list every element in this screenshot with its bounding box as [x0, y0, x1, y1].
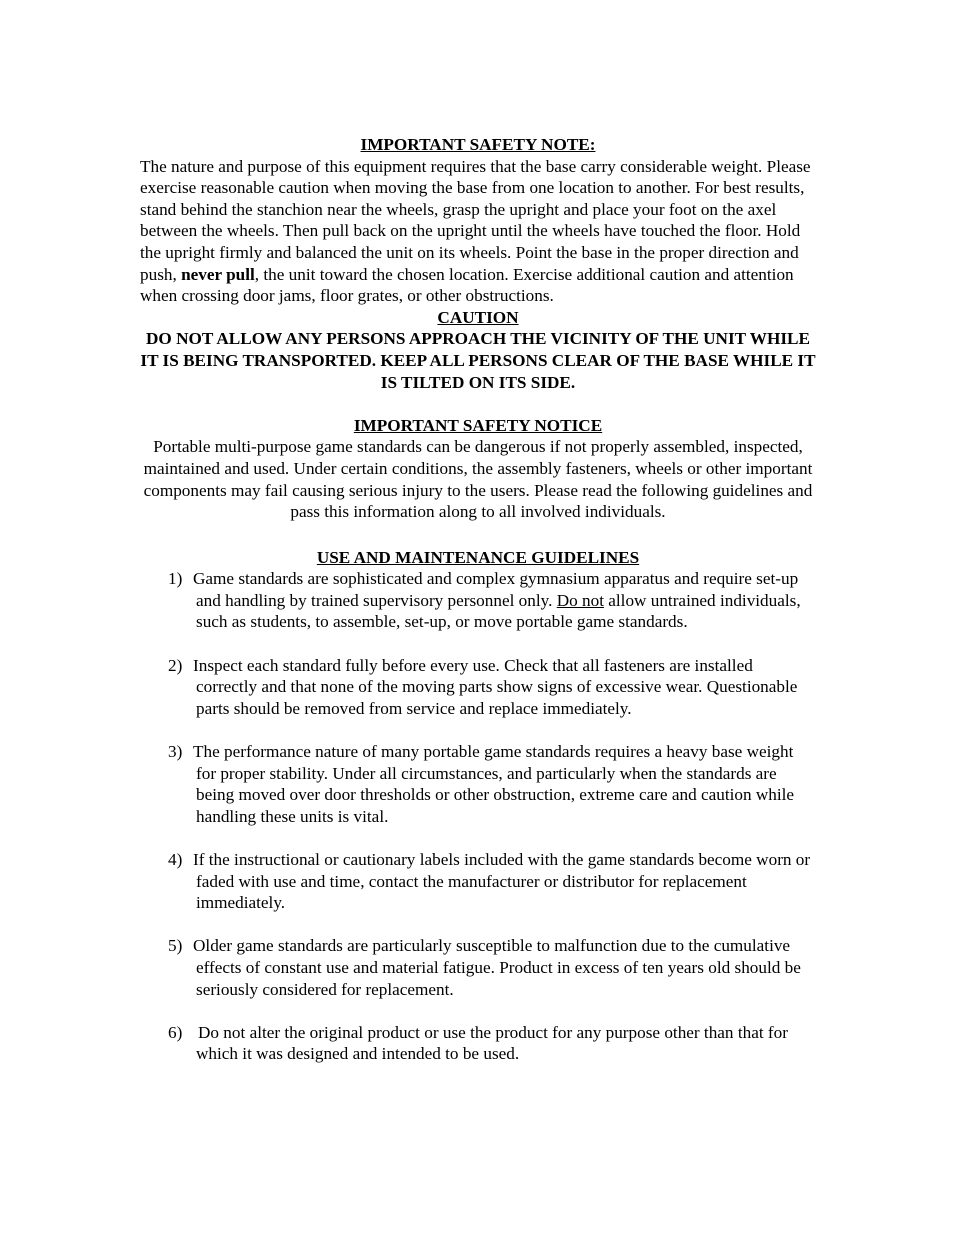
spacer [140, 393, 816, 415]
safety-note-heading: IMPORTANT SAFETY NOTE: [360, 135, 596, 154]
safety-notice-heading: IMPORTANT SAFETY NOTICE [353, 415, 603, 435]
guideline-number: 1) [168, 569, 183, 589]
guideline-text: The performance nature of many portable game standards requires a heavy base weight for proper stability. Under all circumstances, and particularly when the standards are being moved over door thresholds or other obstruction, extreme care and caution while handling these units is vital. [193, 742, 795, 826]
caution-text: DO NOT ALLOW ANY PERSONS APPROACH THE VICINITY OF THE UNIT WHILE IT IS BEING TRANSPORTED. KEEP ALL PERSONS CLEAR OF THE BASE WHILE IT IS TILTED ON ITS SIDE. [140, 329, 816, 392]
spacer [140, 827, 816, 849]
guideline-item-1 [140, 568, 816, 633]
spacer [140, 523, 816, 547]
safety-note-text-start: The nature and purpose of this equipment requires that the base carry considerable weight. Please exercise reasonable caution when moving the base from one location to another. For best results, stand behind the stanchion near the wheels, grasp the upright and place your foot on the axel between the wheels. Then pull back on the upright until the wheels have touched the floor. Hold the upright firmly and balanced the unit on its wheels. Point the base in the proper direction and push, [140, 156, 811, 284]
guideline-text: Older game standards are particularly susceptible to malfunction due to the cumulative effects of constant use and material fatigue. Product in excess of ten years old should be seriously considered for replacement. [193, 936, 801, 999]
guideline-text: If the instructional or cautionary labels included with the game standards become worn or faded with use and time, contact the manufacturer or distributor for replacement immediately. [193, 850, 811, 913]
guidelines-heading: USE AND MAINTENANCE GUIDELINES [316, 547, 640, 567]
spacer [140, 914, 816, 936]
guideline-item-6 [140, 1022, 816, 1065]
guideline-underlined-text: Do not [556, 590, 604, 610]
spacer [140, 633, 816, 655]
guideline-number: 4) [168, 850, 183, 869]
caution-heading: CAUTION [437, 307, 519, 327]
guideline-item-2 [140, 655, 816, 720]
guideline-number: 3) [168, 742, 183, 762]
guideline-item-4 [140, 849, 816, 914]
guideline-number: 5) [168, 936, 183, 956]
guideline-item-3 [140, 741, 816, 827]
spacer [140, 719, 816, 741]
spacer [140, 1000, 816, 1022]
safety-note-text-end: , the unit toward the chosen location. Exercise additional caution and attention when crossing door jams, floor grates, or other obstructions. [140, 264, 794, 306]
guideline-item-5 [140, 935, 816, 1000]
guideline-number: 2) [168, 655, 183, 675]
guideline-text: Inspect each standard fully before every use. Check that all fasteners are installed correctly and that none of the moving parts show signs of excessive wear. Questionable parts should be removed from service and replace immediately. [193, 655, 798, 718]
document-page [140, 134, 816, 1065]
safety-note-paragraph [140, 156, 816, 307]
safety-notice-paragraph: Portable multi-purpose game standards can be dangerous if not properly assembled, inspected, maintained and used. Under certain conditions, the assembly fasteners, wheels or other important components may fail causing serious injury to the users. Please read the following guidelines and pass this information along to all involved individuals. [143, 437, 813, 522]
safety-note-bold-text: never pull [181, 264, 255, 284]
guideline-number: 6) [168, 1022, 183, 1042]
guideline-text-start: Game standards are sophisticated and complex gymnasium apparatus and require set-up and handling by trained supervisory personnel only. [193, 569, 799, 610]
guideline-text: Do not alter the original product or use the product for any purpose other than that for which it was designed and intended to be used. [196, 1022, 788, 1064]
guideline-text-end: allow untrained individuals, such as students, to assemble, set-up, or move portable game standards. [196, 590, 801, 632]
